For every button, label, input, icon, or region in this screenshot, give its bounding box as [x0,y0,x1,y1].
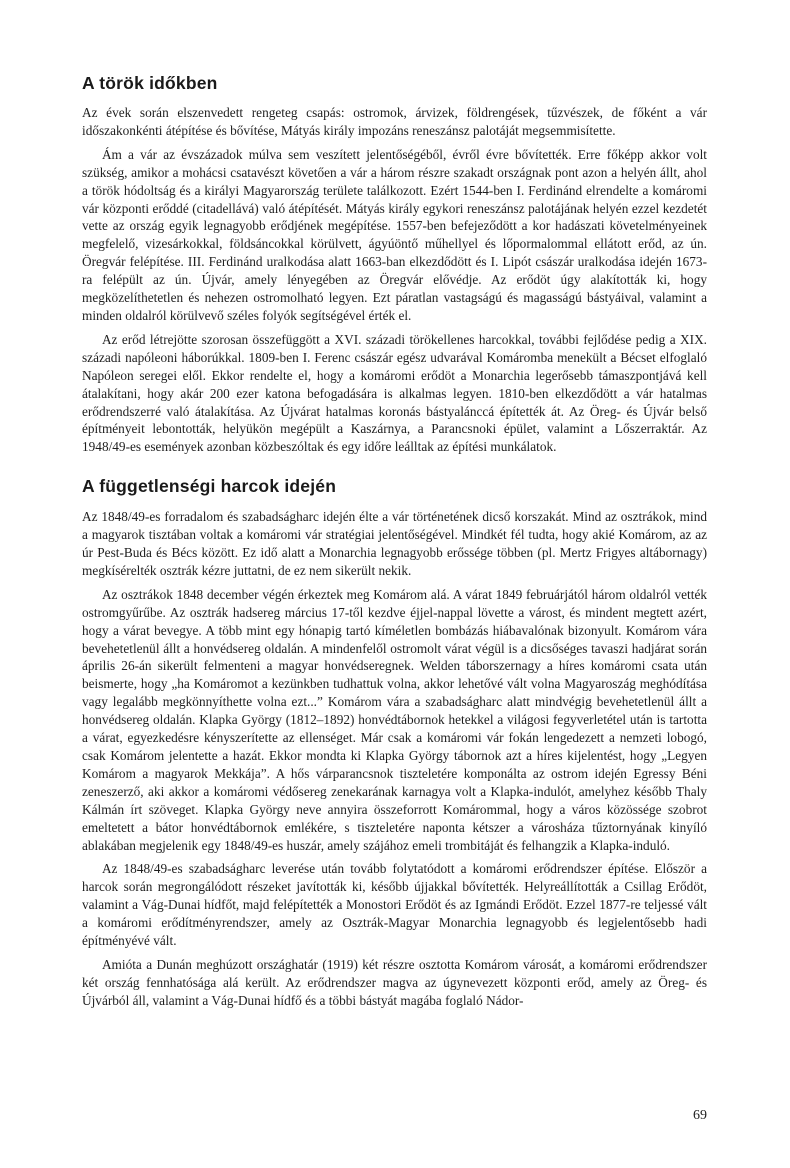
paragraph: Az évek során elszenvedett rengeteg csapás: ostromok, árvizek, földrengések, tűzvészek, de főként a vár időszakonkénti átépítése és bővítése, Mátyás király impozáns reneszánsz palotáját megsemmisítette. [82,105,707,138]
paragraph: Az osztrákok 1848 december végén érkeztek meg Komárom alá. A várat 1849 februárjától három oldalról vették ostromgyűrűbe. Az osztrák hadsereg március 17-től kezdve éjjel-nappal lövette a várost, és mindent megtett azért, hogy a várat bevegye. A több mint egy hónapig tartó kíméletlen bombázás hiábavalónak bizonyult. Komárom vára bevehetetlenül állt a honvédsereg oldalán. A mindenfelől ostromolt várat végül is a dicsőséges tavaszi hadjárat során április 26-án sikerült felmenteni a magyar honvédseregnek. Welden táborszernagy a híres komáromi csata után beismerte, hogy „ha Komáromot a kezünkben tudhattuk volna, akkor lehetővé vált volna Magyaroszág meghódítása vagy legalább megkönnyíthette volna ezt...” Komárom vára a szabadságharc alatt mindvégig bevehetetlenül állt a honvédsereg oldalán. Klapka György (1812–1892) honvédtábornok hetekkel a világosi fegyverletétel után is tartotta a várat, egyezkedésre kényszerítette az ellenséget. Már csak a komáromi vár fokán lengedezett a nemzeti lobogó, csak Komárom jelentette a hazát. Ekkor mondta ki Klapka György tábornok azt a híres kijelentést, hogy „Legyen Komárom a magyarok Mekkája”. A hős várparancsnok tiszteletére komponálta az ostrom idején Egressy Béni zeneszerző, aki akkor a komáromi védősereg zenekarának karnagya volt a Klapka-indulót, amelyhez később Thaly Kálmán írt szöveget. Klapka György neve annyira összeforrott Komárommal, hogy a város közössége szobrot emeltetett a bátor honvédtábornok emlékére, s tiszteletére naponta kétszer a városháza tűztornyának kinyíló ablakában megjelenik egy 1848/49-es huszár, amely szájához emeli trombitáját és felhangzik a Klapka-induló. [82,586,707,853]
paragraph: Az 1848/49-es forradalom és szabadságharc idején élte a vár történetének dicső korszakát. Mind az osztrákok, mind a magyarok tisztában voltak a komáromi vár stratégiai jelentőségével. Mindkét fél tudta, hogy akié Komárom, az az úr Pest-Buda és Bécs között. Ez idő alatt a Monarchia legnagyobb erőssége többen (pl. Mertz Frigyes altábornagy) megkísérelték osztrák kézre juttatni, de ez nem sikerült nekik. [82,509,707,578]
paragraph: Az 1848/49-es szabadságharc leverése után tovább folytatódott a komáromi erődrendszer építése. Először a harcok során megrongálódott részeket javították ki, később újjakkal bővítették. Helyreállították a Csillag Erődöt, valamint a Vág-Dunai hídfőt, majd felépítették a Monostori Erődöt és az Igmándi Erődöt. Ezzel 1877-re teljessé vált a komáromi erődítményrendszer, amely az Osztrák-Magyar Monarchia legnagyobb és legjelentősebb hadi építményévé vált. [82,861,707,949]
paragraph: Az erőd létrejötte szorosan összefüggött a XVI. századi törökellenes harcokkal, további fejlődése pedig a XIX. századi napóleoni háborúkkal. 1809-ben I. Ferenc császár egész udvarával Komáromba menekült a Bécset elfoglaló Napóleon seregei elől. Ekkor rendelte el, hogy a komáromi erődöt a Monarchia legerősebb támaszpontjává kell átalakítani, hogy akár 200 ezer katona befogadására is alkalmas legyen. 1810-ben elkezdődött a vár hatalmas erődrendszerré való átalakítása. Az Újvárat hatalmas koronás bástyalánccá építették át. Az Öreg- és Újvár belső építményeit lebontották, helyükön megépült a Kaszárnya, a Parancsnoki épület, valamint a Lőszerraktár. Az 1948/49-es események azonban közbeszóltak és egy időre leálltak az építési munkálatok. [82,331,707,455]
page-number: 69 [693,1108,707,1123]
text-column [82,58,707,1016]
paragraph: Amióta a Dunán meghúzott országhatár (1919) két részre osztotta Komárom városát, a komáromi erődrendszer két ország fennhatósága alá került. Az erődrendszer magva az úgynevezett központi erőd, amely az Öreg- és Újvárból áll, valamint a Vág-Dunai hídfő és a többi bástyát magába foglaló Nádor- [82,956,707,1008]
section-heading-turkish-era: A török időkben [82,73,218,93]
section-heading-independence-wars: A függetlenségi harcok idején [82,476,337,497]
paragraph: Ám a vár az évszázadok múlva sem veszített jelentőségéből, évről évre bővítették. Erre főképp akkor volt szükség, amikor a mohácsi csatavészt követően a vár a három részre szakadt országnak pont azon a helyén állt, ahol a török hódoltság és a királyi Magyarország területe találkozott. Ezért 1544-ben I. Ferdinánd elrendelte a komáromi vár központi erőddé (citadellává) való átépítését. Mátyás király egykori reneszánsz palotájának helyén ezzel kezdetét vette az ország egyik legnagyobb erődjének megépítése. 1557-ben befejeződött a kor hadászati követelményeinek megfelelő, vizesárkokkal, földsáncokkal körülvett, ágyúöntő műhellyel és lőpormalommal ellátott erőd, az ún. Öregvár felépítése. III. Ferdinánd uralkodása alatt 1663-ban elkezdődött és I. Lipót császár uralkodása idején 1673-ra felépült az ún. Újvár, amely lényegében az Öregvár elővédje. Az erődöt úgy alakították ki, hogy megközelíthetetlen és nehezen ostromolható legyen. Ezt páratlan vastagságú és magasságú bástyáival, valamint a minden oldalról körülvevő széles folyók segítségével érték el. [82,146,707,323]
